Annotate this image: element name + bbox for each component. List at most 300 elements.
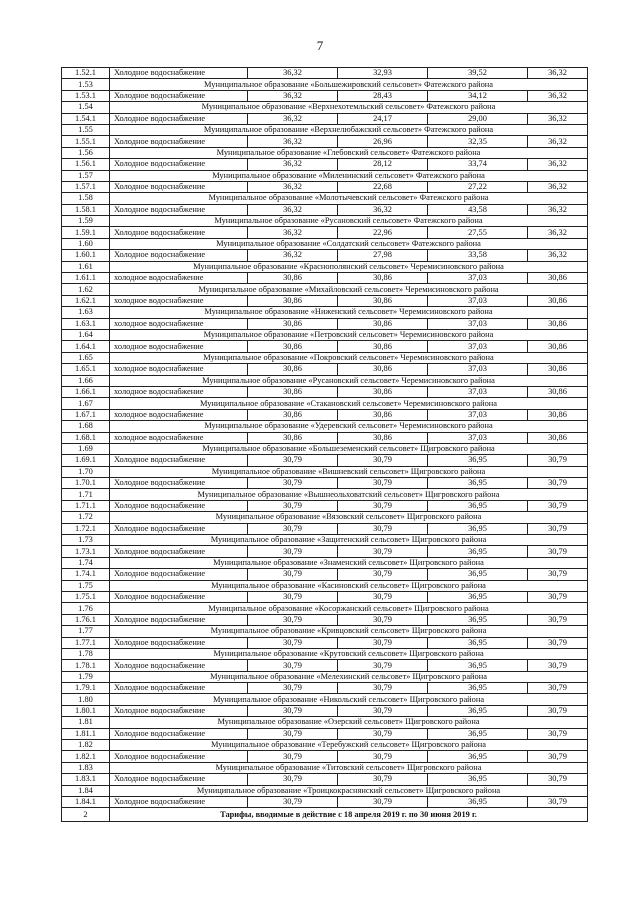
table-row	[62, 591, 588, 602]
municipality-header-row	[62, 671, 588, 682]
row-code: 1.62.1	[62, 295, 110, 306]
tariff-value: 24,17	[338, 113, 428, 124]
tariff-value: 30,79	[248, 728, 338, 739]
tariff-value: 27,22	[428, 181, 528, 192]
row-code: 1.55	[62, 124, 110, 135]
tariff-value: 36,32	[248, 181, 338, 192]
municipality-name: Муниципальное образование «Никольский сельсовет» Щигровского района	[110, 694, 588, 705]
tariff-value: 30,86	[248, 432, 338, 443]
table-row	[62, 751, 588, 762]
municipality-name: Муниципальное образование «Покровский сельсовет» Черемисиновского района	[110, 352, 588, 363]
tariff-value: 30,79	[528, 569, 588, 580]
row-code: 1.60.1	[62, 250, 110, 261]
tariff-value: 30,79	[528, 751, 588, 762]
row-code: 1.78	[62, 648, 110, 659]
row-code: 1.77.1	[62, 637, 110, 648]
service-name: Холодное водоснабжение	[110, 728, 248, 739]
municipality-header-row	[62, 603, 588, 614]
municipality-name: Муниципальное образование «Титовский сельсовет» Щигровского района	[110, 762, 588, 773]
tariff-value: 43,58	[428, 204, 528, 215]
tariff-value: 30,86	[528, 341, 588, 352]
tariff-value: 30,79	[528, 523, 588, 534]
service-name: холодное водоснабжение	[110, 386, 248, 397]
section-title: Тарифы, вводимые в действие с 18 апреля 2019 г. по 30 июня 2019 г.	[110, 808, 588, 822]
tariff-value: 30,79	[338, 591, 428, 602]
tariff-value: 30,79	[528, 637, 588, 648]
row-code: 1.75.1	[62, 591, 110, 602]
row-code: 1.83.1	[62, 774, 110, 785]
row-code: 1.65	[62, 352, 110, 363]
table-row	[62, 432, 588, 443]
tariff-value: 30,79	[338, 478, 428, 489]
row-code: 1.54.1	[62, 113, 110, 124]
tariff-value: 30,79	[528, 728, 588, 739]
row-code: 1.60	[62, 238, 110, 249]
municipality-name: Муниципальное образование «Крутовский сельсовет» Щигровского района	[110, 648, 588, 659]
tariff-value: 30,86	[248, 273, 338, 284]
municipality-name: Муниципальное образование «Стакановский сельсовет» Черемисиновского района	[110, 398, 588, 409]
municipality-name: Муниципальное образование «Защитенский сельсовет» Щигровского района	[110, 535, 588, 546]
tariff-value: 30,86	[248, 295, 338, 306]
row-code: 1.84	[62, 785, 110, 796]
tariff-value: 30,79	[528, 478, 588, 489]
tariff-value: 36,32	[528, 90, 588, 101]
service-name: Холодное водоснабжение	[110, 500, 248, 511]
tariff-value: 36,32	[528, 250, 588, 261]
tariff-value: 30,79	[528, 591, 588, 602]
row-code: 1.76.1	[62, 614, 110, 625]
row-code: 1.79	[62, 671, 110, 682]
tariff-value: 36,32	[528, 159, 588, 170]
tariff-value: 36,95	[428, 660, 528, 671]
row-code: 1.72	[62, 512, 110, 523]
service-name: холодное водоснабжение	[110, 273, 248, 284]
tariff-value: 36,32	[248, 227, 338, 238]
municipality-header-row	[62, 307, 588, 318]
municipality-header-row	[62, 261, 588, 272]
service-name: Холодное водоснабжение	[110, 797, 248, 808]
tariff-value: 36,32	[248, 90, 338, 101]
table-row	[62, 569, 588, 580]
service-name: холодное водоснабжение	[110, 409, 248, 420]
row-code: 1.78.1	[62, 660, 110, 671]
row-code: 1.79.1	[62, 683, 110, 694]
row-code: 1.56.1	[62, 159, 110, 170]
municipality-header-row	[62, 512, 588, 523]
municipality-name: Муниципальное образование «Ниженский сельсовет» Черемисиновского района	[110, 307, 588, 318]
tariff-value: 39,52	[428, 68, 528, 79]
service-name: холодное водоснабжение	[110, 295, 248, 306]
row-code: 1.75	[62, 580, 110, 591]
table-row	[62, 546, 588, 557]
row-code: 1.57.1	[62, 181, 110, 192]
municipality-name: Муниципальное образование «Миленинский сельсовет» Фатежского района	[110, 170, 588, 181]
municipality-name: Муниципальное образование «Краснополянский сельсовет» Черемисиновского района	[110, 261, 588, 272]
tariff-value: 36,95	[428, 569, 528, 580]
tariff-value: 37,03	[428, 364, 528, 375]
municipality-header-row	[62, 535, 588, 546]
tariff-value: 36,95	[428, 523, 528, 534]
tariff-value: 30,79	[338, 660, 428, 671]
municipality-header-row	[62, 740, 588, 751]
tariff-value: 30,79	[338, 614, 428, 625]
row-code: 1.57	[62, 170, 110, 181]
row-code: 1.77	[62, 626, 110, 637]
row-code: 1.83	[62, 762, 110, 773]
tariff-value: 30,79	[248, 569, 338, 580]
tariff-value: 30,86	[338, 432, 428, 443]
row-code: 1.63	[62, 307, 110, 318]
service-name: Холодное водоснабжение	[110, 159, 248, 170]
tariff-value: 30,79	[528, 705, 588, 716]
row-code: 1.71.1	[62, 500, 110, 511]
row-code: 1.74	[62, 557, 110, 568]
municipality-header-row	[62, 102, 588, 113]
tariff-value: 36,32	[338, 204, 428, 215]
tariff-value: 33,74	[428, 159, 528, 170]
municipality-header-row	[62, 398, 588, 409]
row-code: 1.76	[62, 603, 110, 614]
service-name: Холодное водоснабжение	[110, 614, 248, 625]
service-name: Холодное водоснабжение	[110, 181, 248, 192]
tariff-value: 29,00	[428, 113, 528, 124]
service-name: Холодное водоснабжение	[110, 204, 248, 215]
tariff-value: 30,79	[248, 751, 338, 762]
tariff-value: 36,95	[428, 637, 528, 648]
table-row	[62, 797, 588, 808]
table-row	[62, 478, 588, 489]
tariff-value: 30,79	[248, 774, 338, 785]
tariff-value: 30,86	[528, 295, 588, 306]
municipality-header-row	[62, 284, 588, 295]
tariff-value: 30,79	[248, 614, 338, 625]
tariff-value: 36,95	[428, 546, 528, 557]
municipality-name: Муниципальное образование «Теребужский сельсовет» Щигровского района	[110, 740, 588, 751]
municipality-name: Муниципальное образование «Верхнелюбажский сельсовет» Фатежского района	[110, 124, 588, 135]
table-row	[62, 250, 588, 261]
row-code: 1.74.1	[62, 569, 110, 580]
tariff-value: 36,32	[248, 204, 338, 215]
tariff-value: 36,32	[528, 181, 588, 192]
table-row	[62, 318, 588, 329]
table-row	[62, 68, 588, 79]
tariff-value: 36,95	[428, 591, 528, 602]
tariff-value: 30,79	[248, 637, 338, 648]
row-code: 1.72.1	[62, 523, 110, 534]
row-code: 1.69	[62, 443, 110, 454]
table-row	[62, 364, 588, 375]
tariff-value: 33,58	[428, 250, 528, 261]
tariff-value: 30,79	[338, 797, 428, 808]
tariff-value: 30,86	[338, 295, 428, 306]
municipality-name: Муниципальное образование «Вишневский сельсовет» Щигровского района	[110, 466, 588, 477]
service-name: Холодное водоснабжение	[110, 774, 248, 785]
table-row	[62, 728, 588, 739]
row-code: 1.66	[62, 375, 110, 386]
municipality-name: Муниципальное образование «Михайловский сельсовет» Черемисиновского района	[110, 284, 588, 295]
service-name: Холодное водоснабжение	[110, 455, 248, 466]
row-code: 1.82	[62, 740, 110, 751]
tariff-value: 30,79	[528, 797, 588, 808]
service-name: Холодное водоснабжение	[110, 683, 248, 694]
tariff-value: 30,86	[338, 273, 428, 284]
table-row	[62, 159, 588, 170]
tariff-value: 27,55	[428, 227, 528, 238]
tariff-value: 36,95	[428, 500, 528, 511]
row-code: 1.81.1	[62, 728, 110, 739]
table-row	[62, 455, 588, 466]
municipality-header-row	[62, 216, 588, 227]
municipality-header-row	[62, 443, 588, 454]
municipality-name: Муниципальное образование «Большежировский сельсовет» Фатежского района	[110, 79, 588, 90]
tariff-value: 36,32	[248, 250, 338, 261]
row-code: 1.54	[62, 102, 110, 113]
table-row	[62, 705, 588, 716]
table-row	[62, 136, 588, 147]
tariff-value: 37,03	[428, 295, 528, 306]
table-row	[62, 683, 588, 694]
municipality-header-row	[62, 421, 588, 432]
tariff-value: 36,95	[428, 705, 528, 716]
municipality-header-row	[62, 580, 588, 591]
row-code: 1.52.1	[62, 68, 110, 79]
tariff-value: 36,95	[428, 478, 528, 489]
row-code: 1.59	[62, 216, 110, 227]
table-row	[62, 774, 588, 785]
municipality-name: Муниципальное образование «Верхнехотемльский сельсовет» Фатежского района	[110, 102, 588, 113]
service-name: холодное водоснабжение	[110, 432, 248, 443]
service-name: Холодное водоснабжение	[110, 523, 248, 534]
table-row	[62, 273, 588, 284]
row-code: 1.80	[62, 694, 110, 705]
tariff-value: 36,32	[248, 136, 338, 147]
tariff-value: 36,32	[528, 136, 588, 147]
row-code: 1.65.1	[62, 364, 110, 375]
municipality-name: Муниципальное образование «Вышнеольховатский сельсовет» Щигровского района	[110, 489, 588, 500]
municipality-name: Муниципальное образование «Удеревский сельсовет» Черемисиновского района	[110, 421, 588, 432]
municipality-name: Муниципальное образование «Большеземенский сельсовет» Щигровского района	[110, 443, 588, 454]
municipality-header-row	[62, 329, 588, 340]
service-name: холодное водоснабжение	[110, 364, 248, 375]
table-row	[62, 386, 588, 397]
table-row	[62, 227, 588, 238]
tariff-value: 36,32	[528, 68, 588, 79]
tariff-value: 37,03	[428, 386, 528, 397]
tariff-value: 27,98	[338, 250, 428, 261]
municipality-header-row	[62, 762, 588, 773]
municipality-name: Муниципальное образование «Солдатский сельсовет» Фатежского района	[110, 238, 588, 249]
tariff-value: 36,32	[248, 159, 338, 170]
tariff-value: 36,32	[528, 204, 588, 215]
tariff-value: 30,79	[248, 523, 338, 534]
tariff-value: 30,79	[248, 478, 338, 489]
table-row	[62, 637, 588, 648]
service-name: Холодное водоснабжение	[110, 113, 248, 124]
row-code: 1.82.1	[62, 751, 110, 762]
municipality-name: Муниципальное образование «Русановский сельсовет» Фатежского района	[110, 216, 588, 227]
tariff-value: 30,79	[338, 500, 428, 511]
row-code: 1.80.1	[62, 705, 110, 716]
tariff-value: 36,95	[428, 774, 528, 785]
tariff-value: 30,86	[248, 364, 338, 375]
tariff-value: 30,79	[338, 774, 428, 785]
tariff-value: 37,03	[428, 409, 528, 420]
municipality-name: Муниципальное образование «Глебовский сельсовет» Фатежского района	[110, 147, 588, 158]
service-name: Холодное водоснабжение	[110, 569, 248, 580]
row-code: 2	[62, 808, 110, 822]
municipality-name: Муниципальное образование «Петровский сельсовет» Черемисиновского района	[110, 329, 588, 340]
service-name: Холодное водоснабжение	[110, 250, 248, 261]
service-name: Холодное водоснабжение	[110, 90, 248, 101]
tariff-value: 30,86	[528, 364, 588, 375]
row-code: 1.81	[62, 717, 110, 728]
tariff-value: 34,12	[428, 90, 528, 101]
tariff-value: 30,86	[248, 318, 338, 329]
tariff-value: 22,96	[338, 227, 428, 238]
tariff-value: 36,95	[428, 455, 528, 466]
row-code: 1.64	[62, 329, 110, 340]
row-code: 1.63.1	[62, 318, 110, 329]
tariff-value: 30,79	[338, 705, 428, 716]
tariff-value: 30,79	[528, 683, 588, 694]
municipality-header-row	[62, 489, 588, 500]
tariff-value: 30,86	[248, 386, 338, 397]
municipality-header-row	[62, 648, 588, 659]
tariff-value: 30,86	[338, 364, 428, 375]
row-code: 1.67	[62, 398, 110, 409]
service-name: Холодное водоснабжение	[110, 546, 248, 557]
tariff-value: 32,35	[428, 136, 528, 147]
row-code: 1.71	[62, 489, 110, 500]
tariff-value: 30,86	[528, 273, 588, 284]
tariff-value: 30,86	[338, 409, 428, 420]
municipality-header-row	[62, 147, 588, 158]
tariff-value: 30,79	[338, 683, 428, 694]
row-code: 1.69.1	[62, 455, 110, 466]
municipality-header-row	[62, 694, 588, 705]
table-row	[62, 500, 588, 511]
row-code: 1.73.1	[62, 546, 110, 557]
tariff-value: 30,79	[248, 500, 338, 511]
tariff-value: 30,86	[528, 409, 588, 420]
table-row	[62, 113, 588, 124]
row-code: 1.62	[62, 284, 110, 295]
tariff-value: 36,95	[428, 751, 528, 762]
municipality-header-row	[62, 557, 588, 568]
table-row	[62, 660, 588, 671]
service-name: Холодное водоснабжение	[110, 591, 248, 602]
municipality-name: Муниципальное образование «Русановский сельсовет» Черемисиновского района	[110, 375, 588, 386]
tariff-value: 30,79	[248, 797, 338, 808]
row-code: 1.53	[62, 79, 110, 90]
tariff-value: 37,03	[428, 273, 528, 284]
municipality-name: Муниципальное образование «Молотычевский сельсовет» Фатежского района	[110, 193, 588, 204]
municipality-name: Муниципальное образование «Озерский сельсовет» Щигровского района	[110, 717, 588, 728]
table-row	[62, 90, 588, 101]
tariff-value: 30,79	[248, 660, 338, 671]
tariff-value: 30,79	[338, 569, 428, 580]
tariff-value: 36,95	[428, 683, 528, 694]
tariff-value: 36,32	[528, 113, 588, 124]
municipality-header-row	[62, 170, 588, 181]
row-code: 1.56	[62, 147, 110, 158]
row-code: 1.61.1	[62, 273, 110, 284]
row-code: 1.64.1	[62, 341, 110, 352]
tariff-value: 30,79	[528, 660, 588, 671]
tariff-value: 36,95	[428, 728, 528, 739]
section-title-row	[62, 808, 588, 822]
municipality-name: Муниципальное образование «Касиновский сельсовет» Щигровского района	[110, 580, 588, 591]
tariff-value: 30,86	[248, 341, 338, 352]
municipality-header-row	[62, 352, 588, 363]
tariff-value: 28,43	[338, 90, 428, 101]
municipality-header-row	[62, 79, 588, 90]
tariff-value: 30,86	[338, 318, 428, 329]
tariff-value: 30,79	[528, 500, 588, 511]
row-code: 1.55.1	[62, 136, 110, 147]
tariff-value: 36,95	[428, 614, 528, 625]
service-name: Холодное водоснабжение	[110, 478, 248, 489]
tariff-value: 30,86	[528, 386, 588, 397]
tariff-value: 30,79	[338, 751, 428, 762]
tariff-value: 30,79	[528, 774, 588, 785]
page-number: 7	[316, 38, 324, 53]
tariff-value: 37,03	[428, 432, 528, 443]
row-code: 1.70.1	[62, 478, 110, 489]
tariff-value: 30,79	[338, 546, 428, 557]
service-name: Холодное водоснабжение	[110, 751, 248, 762]
municipality-header-row	[62, 375, 588, 386]
tariff-value: 36,32	[248, 113, 338, 124]
municipality-name: Муниципальное образование «Троицкокраснянский сельсовет» Щигровского района	[110, 785, 588, 796]
municipality-header-row	[62, 717, 588, 728]
tariff-table	[61, 67, 588, 822]
tariff-value: 30,79	[338, 523, 428, 534]
tariff-value: 22,68	[338, 181, 428, 192]
row-code: 1.61	[62, 261, 110, 272]
row-code: 1.53.1	[62, 90, 110, 101]
tariff-value: 32,93	[338, 68, 428, 79]
tariff-value: 30,86	[528, 432, 588, 443]
tariff-value: 30,79	[248, 705, 338, 716]
tariff-value: 28,12	[338, 159, 428, 170]
tariff-value: 30,79	[248, 591, 338, 602]
municipality-name: Муниципальное образование «Знаменский сельсовет» Щигровского района	[110, 557, 588, 568]
municipality-name: Муниципальное образование «Вязовский сельсовет» Щигровского района	[110, 512, 588, 523]
tariff-value: 30,86	[338, 386, 428, 397]
row-code: 1.67.1	[62, 409, 110, 420]
municipality-header-row	[62, 466, 588, 477]
tariff-value: 26,96	[338, 136, 428, 147]
tariff-value: 30,79	[338, 637, 428, 648]
tariff-value: 36,95	[428, 797, 528, 808]
service-name: Холодное водоснабжение	[110, 136, 248, 147]
row-code: 1.68	[62, 421, 110, 432]
row-code: 1.59.1	[62, 227, 110, 238]
row-code: 1.84.1	[62, 797, 110, 808]
municipality-header-row	[62, 238, 588, 249]
service-name: Холодное водоснабжение	[110, 227, 248, 238]
tariff-value: 30,86	[338, 341, 428, 352]
row-code: 1.66.1	[62, 386, 110, 397]
tariff-value: 30,79	[248, 546, 338, 557]
municipality-header-row	[62, 124, 588, 135]
tariff-value: 30,79	[528, 614, 588, 625]
table-row	[62, 614, 588, 625]
row-code: 1.73	[62, 535, 110, 546]
municipality-name: Муниципальное образование «Мелехинский сельсовет» Щигровского района	[110, 671, 588, 682]
service-name: Холодное водоснабжение	[110, 68, 248, 79]
